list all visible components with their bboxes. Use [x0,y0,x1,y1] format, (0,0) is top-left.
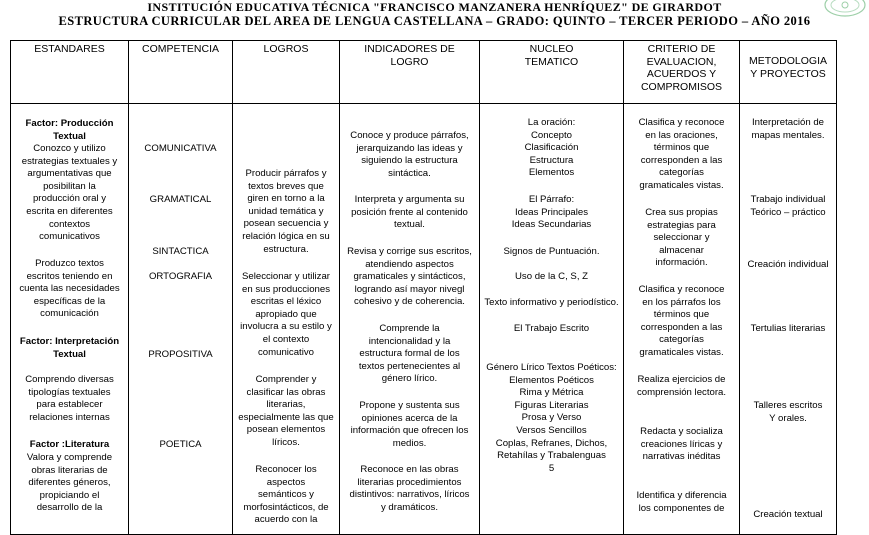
text-line: Coplas, Refranes, Dichos, [495,437,608,449]
nucleo-item: Uso de la C, S, Z [514,271,589,282]
criterio-item [627,284,736,360]
text-line: líricos. [272,436,300,448]
text-line: giren en torno a la [247,193,325,205]
text-line: Conozco y utilizo [33,143,106,154]
text-line: género lírico. [381,373,438,385]
criterio-item [627,207,736,270]
text-line: escrita en diferentes [26,205,113,217]
text-line: obras literarias de [31,464,108,476]
text-line: gramaticales vistas. [639,346,724,358]
factor-produccion-title: Factor: Producción Textual [25,118,114,142]
text-line: Produzco textos [35,258,104,269]
text-line: El Párrafo: [528,194,575,205]
text-line: términos que [653,309,710,321]
nucleo-item [483,362,620,475]
text-line: corresponden a las [640,154,723,166]
text-line: distintivos: narrativos, líricos [349,489,470,501]
metodologia-cell [740,104,837,535]
text-line: el contexto [262,333,310,345]
text-line: textual. [394,219,425,231]
estandar-text [14,452,125,515]
text-line: Crea sus propias [645,207,718,218]
text-line: contextos [48,218,91,230]
text-line: Clasifica y reconoce [638,117,725,128]
text-line: en sus producciones [242,283,330,295]
text-line: posibilitan la [43,180,96,192]
text-line: Elementos [528,167,575,179]
document-subtitle: ESTRUCTURA CURRICULAR DEL AREA DE LENGUA CASTELLANA – GRADO: QUINTO – TERCER PERIODO – AÑO 2016 [58,14,811,28]
text-line: relación lógica en su [242,230,330,242]
metodologia-item [743,194,833,219]
text-line: apropiado que [255,308,317,320]
text-line: comprensión lectora. [636,386,727,398]
text-line: medios. [392,437,427,449]
text-line: textos pertenecientes al [358,360,461,372]
text-line: Y orales. [769,412,807,424]
text-line: para establecer [36,399,103,411]
text-line: términos que [653,142,710,154]
logro-item [236,168,336,256]
text-line: Conoce y produce párrafos, [350,130,469,141]
col-header-metodologia: METODOLOGIA Y PROYECTOS [740,41,837,104]
text-line: La oración: [527,117,576,128]
text-line: los componentes de [638,502,725,514]
text-line: estructura formal de los [359,348,460,360]
text-line: atendiendo aspectos [365,258,454,270]
competencia-item: ORTOGRAFIA [148,271,213,282]
indicador-item [343,400,476,450]
text-line: involucra a su estilo y [240,321,332,333]
competencia-item: SINTACTICA [152,246,209,257]
nucleo-item [483,117,620,180]
nucleo-cell [480,104,624,535]
text-line: Reconocer los aspectos [255,464,317,488]
text-line: Estructura [529,154,574,166]
logros-cell [233,104,340,535]
col-header-estandares: ESTANDARES [11,41,129,104]
text-line: categorías [659,167,704,179]
factor-interpretacion-title: Factor: Interpretación Textual [19,336,120,360]
nucleo-item: Texto informativo y periodístico. [484,297,619,308]
text-line: literarias, [266,399,306,411]
metodologia-item [743,400,833,425]
text-line: posean secuencia y [243,218,329,230]
text-line: Reconoce en las obras [360,464,459,475]
col-header-competencia: COMPETENCIA [129,41,233,104]
text-line: Interpretación de [752,117,824,128]
text-line: en los párrafos los [642,296,721,308]
competencia-cell [129,104,233,535]
text-line: Ideas Principales [514,206,589,218]
text-line: Versos Sencillos [516,424,587,436]
text-line: morfosintácticos, de [243,501,329,513]
estandar-text [14,143,125,244]
estandares-cell [11,104,129,535]
metodologia-item: Creación individual [747,259,829,270]
institution-title: INSTITUCIÓN EDUCATIVA TÉCNICA "FRANCISCO MANZANERA HENRÍQUEZ" DE GIRARDOT [147,0,722,14]
text-line: relaciones internas [29,411,110,423]
text-line: Talleres escritos [753,400,823,411]
text-line: gramaticales y sintácticos, [353,271,466,283]
text-line: Seleccionar y utilizar [242,271,330,282]
text-line: Comprender y [255,374,317,385]
text-line: escritas el léxico [250,296,322,308]
text-line: clasificar las obras [246,386,326,398]
text-line: específicas de la [33,295,106,307]
criterio-item [627,117,736,193]
text-line: corresponden a las [640,321,723,333]
indicador-item [343,194,476,232]
nucleo-item: El Trabajo Escrito [513,323,590,334]
text-line: Rima y Métrica [519,387,584,399]
col-header-criterio: CRITERIO DE EVALUACION, ACUERDOS Y COMPROMISOS [624,41,740,104]
text-line: jerarquizando las ideas y [356,142,463,154]
text-line: producción oral y [32,193,107,205]
nucleo-item: Signos de Puntuación. [503,246,600,257]
col-header-indicadores: INDICADORES DE LOGRO [340,41,480,104]
text-line: estructura. [263,243,309,255]
logro-item [236,464,336,527]
text-line: acuerdo con la [254,514,318,526]
text-line: creaciones líricas y [640,438,723,450]
text-line: cohesivo y de coherencia. [354,296,465,308]
text-line: información. [655,257,708,269]
text-line: posean elementos [246,424,326,436]
text-line: Concepto [530,129,573,141]
text-line: literarias procedimientos [357,476,462,488]
estandar-text [14,258,125,321]
text-line: Identifica y diferencia [636,490,727,501]
table-header-row [11,41,837,104]
criterio-cell [624,104,740,535]
text-line: Trabajo individual [750,194,826,205]
text-line: diferentes géneros, [28,477,111,489]
text-line: sintáctica. [388,167,431,179]
text-line: propiciando el [39,489,100,501]
text-line: Clasificación [524,142,579,154]
text-line: semánticos y [258,489,314,501]
text-line: Propone y sustenta sus [359,400,460,411]
text-line: argumentativas que [27,168,112,180]
criterio-item [627,426,736,464]
text-line: comunicativo [258,346,314,358]
factor-literatura-title: Factor :Literatura [29,439,110,450]
text-line: siguiendo la estructura [361,155,458,167]
text-line: Producir párrafos y [245,168,327,179]
logro-item [236,271,336,359]
text-line: gramaticales vistas. [639,179,724,191]
text-line: Comprende la [379,323,440,334]
indicador-item [343,323,476,386]
text-line: 5 [548,462,555,474]
text-line: en las oraciones, [645,129,718,141]
text-line: almacenar [659,244,704,256]
col-header-nucleo: NUCLEO TEMATICO [480,41,624,104]
text-line: desarrollo de la [36,502,103,514]
text-line: especialmente las que [238,411,334,423]
criterio-item [627,374,736,399]
indicadores-cell [340,104,480,535]
indicador-item [343,464,476,514]
text-line: Redacta y socializa [640,426,723,437]
text-line: mapas mentales. [751,129,825,141]
text-line: categorías [659,334,704,346]
text-line: estrategias textuales y [21,155,118,167]
text-line: cuenta las necesidades [19,283,120,295]
text-line: logrando así mayor nivegl [354,283,465,295]
logro-item [236,374,336,450]
text-line: comunicativos [39,231,100,243]
text-line: Teórico – práctico [750,206,826,218]
table-body-row [11,104,837,535]
competencia-item: GRAMATICAL [149,194,212,205]
text-line: escritos teniendo en [26,270,113,282]
text-line: Interpreta y argumenta su [354,194,465,205]
text-line: comunicación [40,308,99,320]
text-line: información que ofrecen los [350,425,469,437]
text-line: Género Lírico Textos Poéticos: [486,362,617,373]
text-line: Ideas Secundarias [511,219,592,231]
text-line: seleccionar y [653,232,710,244]
criterio-item [627,490,736,515]
text-line: opiniones acerca de la [361,412,458,424]
text-line: intencionalidad y la [368,335,451,347]
text-line: estrategias para [647,219,716,231]
text-line: Valora y comprende [26,452,113,463]
metodologia-item: Tertulias literarias [750,323,826,334]
metodologia-item: Creación textual [753,509,823,520]
metodologia-item [743,117,833,142]
estandar-text [14,374,125,424]
text-line: Realiza ejercicios de [637,374,726,385]
indicador-item [343,130,476,180]
nucleo-item [483,194,620,232]
text-line: Comprendo diversas [25,374,114,385]
text-line: Figuras Literarias [514,399,589,411]
text-line: textos breves que [248,180,324,192]
text-line: Revisa y corrige sus escritos, [347,246,472,257]
text-line: Elementos Poéticos [509,374,594,386]
text-line: Clasifica y reconoce [638,284,725,295]
text-line: tipologías textuales [28,386,111,398]
text-line: y dramáticos. [380,501,439,513]
indicador-item [343,246,476,309]
curriculum-table [10,40,837,535]
text-line: unidad temática y [248,205,324,217]
text-line: narrativas inéditas [642,451,721,463]
institution-seal-icon [823,0,867,18]
competencia-item: POETICA [159,439,202,450]
col-header-logros: LOGROS [233,41,340,104]
text-line: Prosa y Verso [521,412,582,424]
competencia-item: PROPOSITIVA [148,349,213,360]
competencia-item: COMUNICATIVA [144,143,217,154]
text-line: Retahílas y Trabalenguas [497,450,606,462]
text-line: posición frente al contenido [351,206,468,218]
